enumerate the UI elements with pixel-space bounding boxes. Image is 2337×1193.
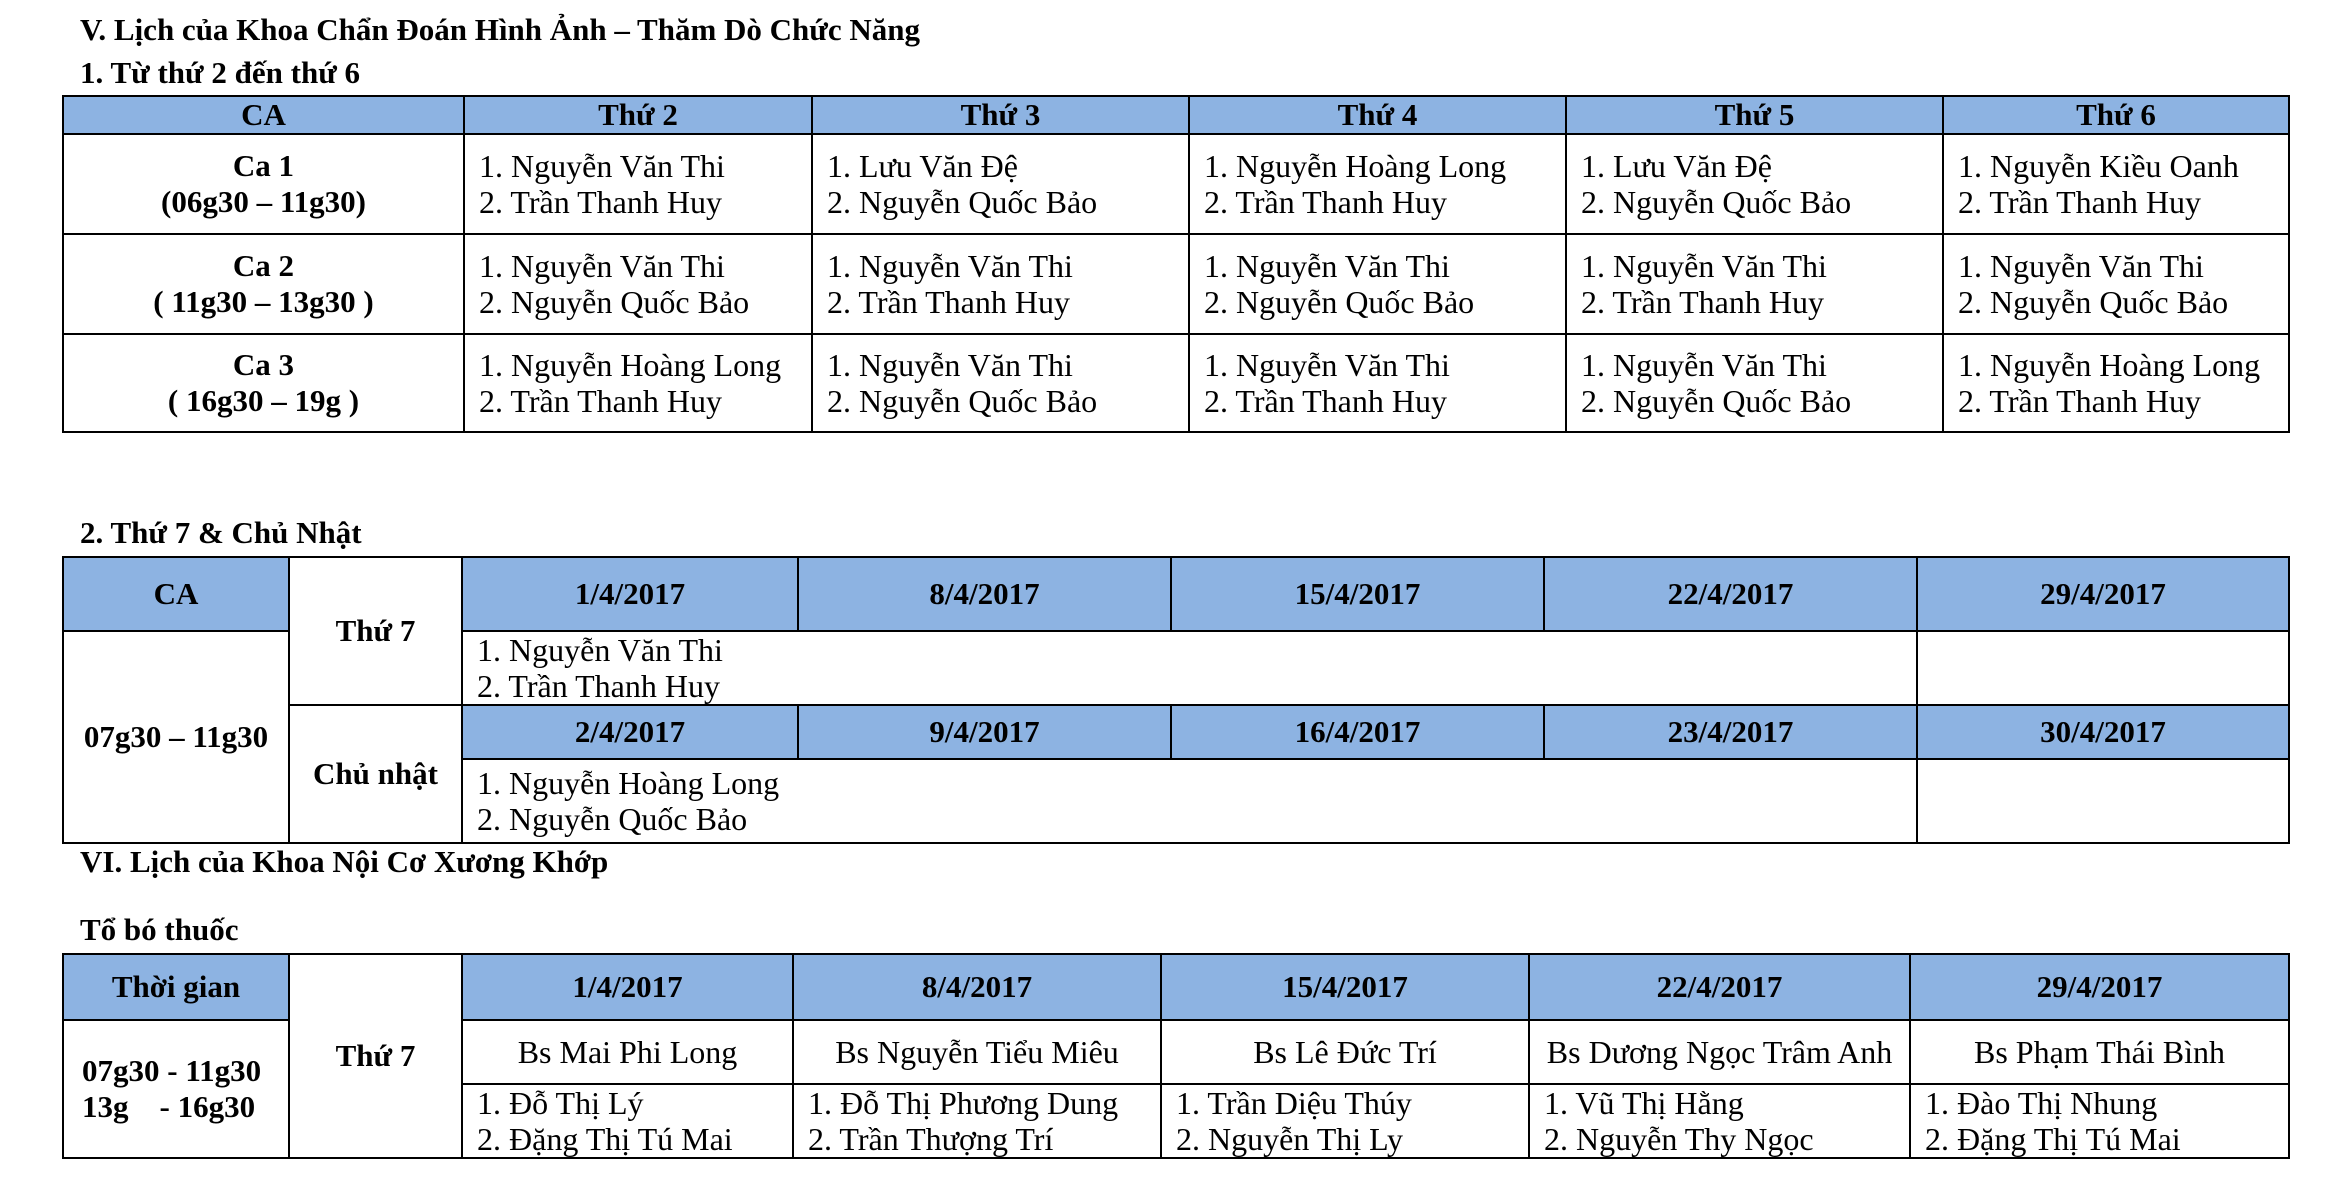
staff-line: 2. Trần Thanh Huy: [1581, 284, 1824, 320]
staff-cell: [462, 631, 1917, 705]
date-header: 1/4/2017: [462, 954, 793, 1020]
staff-cell: [1189, 134, 1566, 234]
header-thu3: Thứ 3: [812, 96, 1189, 134]
staff-cell: [1566, 234, 1943, 334]
staff-line: 2. Trần Thanh Huy: [1204, 184, 1447, 220]
staff-line: 1. Nguyễn Kiều Oanh: [1958, 148, 2239, 184]
header-thu2: Thứ 2: [464, 96, 812, 134]
staff-line: 1. Nguyễn Văn Thi: [477, 632, 723, 668]
staff-cell: [1161, 1084, 1529, 1158]
staff-cell: [1943, 234, 2289, 334]
shift-time: (06g30 – 11g30): [161, 184, 366, 219]
shift-name: Ca 2: [232, 248, 295, 283]
staff-line: 2. Nguyễn Quốc Bảo: [1581, 383, 1852, 419]
date-header: 29/4/2017: [1917, 557, 2289, 631]
staff-cell: [464, 134, 812, 234]
staff-cell: [1189, 234, 1566, 334]
staff-cell: [812, 134, 1189, 234]
staff-line: 1. Đào Thị Nhung: [1925, 1085, 2158, 1121]
staff-line: 1. Nguyễn Hoàng Long: [477, 765, 780, 801]
staff-cell: [1943, 134, 2289, 234]
section6-sub: Tổ bó thuốc: [80, 912, 239, 947]
date-header: 15/4/2017: [1161, 954, 1529, 1020]
staff-line: 2. Trần Thanh Huy: [479, 383, 722, 419]
empty-cell: [1917, 631, 2289, 705]
staff-cell: [462, 759, 1917, 843]
staff-cell: [462, 1084, 793, 1158]
staff-line: 1. Đỗ Thị Lý: [477, 1085, 644, 1121]
staff-cell: [793, 1084, 1161, 1158]
doctor-cell: Bs Nguyễn Tiểu Miêu: [793, 1020, 1161, 1084]
date-header: 30/4/2017: [1917, 705, 2289, 759]
staff-line: 2. Nguyễn Quốc Bảo: [477, 801, 748, 837]
staff-line: 2. Nguyễn Quốc Bảo: [827, 184, 1098, 220]
staff-line: 2. Nguyễn Quốc Bảo: [479, 284, 750, 320]
header-thu5: Thứ 5: [1566, 96, 1943, 134]
date-header: 8/4/2017: [793, 954, 1161, 1020]
date-header: 8/4/2017: [798, 557, 1171, 631]
staff-line: 1. Nguyễn Hoàng Long: [1958, 347, 2261, 383]
staff-line: 1. Nguyễn Văn Thi: [1581, 347, 1827, 383]
doctor-cell: Bs Dương Ngọc Trâm Anh: [1529, 1020, 1910, 1084]
staff-line: 1. Trần Diệu Thúy: [1176, 1085, 1412, 1121]
weekday-schedule-table: [62, 95, 2290, 433]
staff-line: 2. Trần Thanh Huy: [477, 668, 720, 704]
shift-name: Ca 1: [232, 148, 295, 183]
section5-title: V. Lịch của Khoa Chẩn Đoán Hình Ảnh – Thăm Dò Chức Năng: [80, 12, 921, 47]
staff-cell: [1943, 334, 2289, 432]
staff-line: 2. Trần Thượng Trí: [808, 1121, 1054, 1157]
staff-line: 2. Trần Thanh Huy: [1958, 383, 2201, 419]
staff-line: 1. Nguyễn Văn Thi: [1581, 248, 1827, 284]
staff-line: 1. Vũ Thị Hằng: [1544, 1085, 1744, 1121]
header-thu4: Thứ 4: [1189, 96, 1566, 134]
staff-line: 1. Nguyễn Văn Thi: [827, 248, 1073, 284]
staff-line: 1. Lưu Văn Đệ: [1581, 148, 1772, 184]
staff-cell: [464, 234, 812, 334]
date-header: 9/4/2017: [798, 705, 1171, 759]
staff-line: 2. Đặng Thị Tú Mai: [477, 1121, 733, 1157]
date-header: 15/4/2017: [1171, 557, 1544, 631]
table-row: [63, 334, 2289, 432]
doctor-cell: Bs Mai Phi Long: [462, 1020, 793, 1084]
day-label-saturday: Thứ 7: [289, 557, 462, 705]
staff-line: 2. Nguyễn Quốc Bảo: [1958, 284, 2229, 320]
staff-line: 1. Nguyễn Văn Thi: [479, 248, 725, 284]
shift-time: ( 16g30 – 19g ): [167, 383, 360, 418]
shift-cell: [63, 134, 464, 234]
shift-name: Ca 3: [232, 347, 295, 382]
staff-line: 2. Nguyễn Quốc Bảo: [1204, 284, 1475, 320]
shift-cell: [63, 234, 464, 334]
date-header: 1/4/2017: [462, 557, 798, 631]
header-time: Thời gian: [63, 954, 289, 1020]
staff-cell: [1189, 334, 1566, 432]
staff-line: 2. Nguyễn Thị Ly: [1176, 1121, 1403, 1157]
staff-cell: [464, 334, 812, 432]
staff-cell: [812, 334, 1189, 432]
header-thu6: Thứ 6: [1943, 96, 2289, 134]
table-row: [63, 234, 2289, 334]
header-ca: CA: [63, 557, 289, 631]
staff-line: 1. Nguyễn Văn Thi: [479, 148, 725, 184]
weekend-schedule-table: [62, 556, 2290, 844]
staff-line: 1. Nguyễn Văn Thi: [827, 347, 1073, 383]
empty-cell: [1917, 759, 2289, 843]
staff-line: 1. Nguyễn Hoàng Long: [479, 347, 782, 383]
date-header: 2/4/2017: [462, 705, 798, 759]
staff-line: 2. Đặng Thị Tú Mai: [1925, 1121, 2181, 1157]
date-header: 16/4/2017: [1171, 705, 1544, 759]
staff-line: 2. Nguyễn Quốc Bảo: [827, 383, 1098, 419]
staff-line: 2. Nguyễn Quốc Bảo: [1581, 184, 1852, 220]
time-cell: [63, 1020, 289, 1158]
staff-cell: [1566, 334, 1943, 432]
staff-line: 1. Đỗ Thị Phương Dung: [808, 1085, 1119, 1121]
staff-line: 1. Nguyễn Văn Thi: [1958, 248, 2204, 284]
staff-line: 1. Lưu Văn Đệ: [827, 148, 1018, 184]
staff-line: 2. Nguyễn Thy Ngọc: [1544, 1121, 1814, 1157]
time-line: 07g30 - 11g30: [82, 1053, 262, 1088]
staff-cell: [1566, 134, 1943, 234]
shift-cell: [63, 334, 464, 432]
section5-sub1: 1. Từ thứ 2 đến thứ 6: [80, 55, 361, 90]
date-header: 23/4/2017: [1544, 705, 1917, 759]
day-label-saturday: Thứ 7: [289, 954, 462, 1158]
staff-line: 1. Nguyễn Văn Thi: [1204, 248, 1450, 284]
musculoskeletal-schedule-table: [62, 953, 2290, 1159]
day-label-sunday: Chủ nhật: [289, 705, 462, 843]
staff-line: 1. Nguyễn Hoàng Long: [1204, 148, 1507, 184]
date-header: 29/4/2017: [1910, 954, 2289, 1020]
staff-cell: [812, 234, 1189, 334]
date-header: 22/4/2017: [1529, 954, 1910, 1020]
shift-time: ( 11g30 – 13g30 ): [153, 284, 374, 319]
staff-cell: [1529, 1084, 1910, 1158]
staff-line: 2. Trần Thanh Huy: [479, 184, 722, 220]
section5-sub2: 2. Thứ 7 & Chủ Nhật: [80, 515, 362, 550]
section6-title: VI. Lịch của Khoa Nội Cơ Xương Khớp: [80, 844, 609, 879]
shift-time: 07g30 – 11g30: [63, 631, 289, 843]
staff-line: 2. Trần Thanh Huy: [1204, 383, 1447, 419]
doctor-cell: Bs Phạm Thái Bình: [1910, 1020, 2289, 1084]
doctor-cell: Bs Lê Đức Trí: [1161, 1020, 1529, 1084]
staff-line: 2. Trần Thanh Huy: [827, 284, 1070, 320]
staff-cell: [1910, 1084, 2289, 1158]
header-ca: CA: [63, 96, 464, 134]
time-line: 13g - 16g30: [82, 1089, 256, 1124]
table-row: [63, 134, 2289, 234]
staff-line: 2. Trần Thanh Huy: [1958, 184, 2201, 220]
staff-line: 1. Nguyễn Văn Thi: [1204, 347, 1450, 383]
date-header: 22/4/2017: [1544, 557, 1917, 631]
